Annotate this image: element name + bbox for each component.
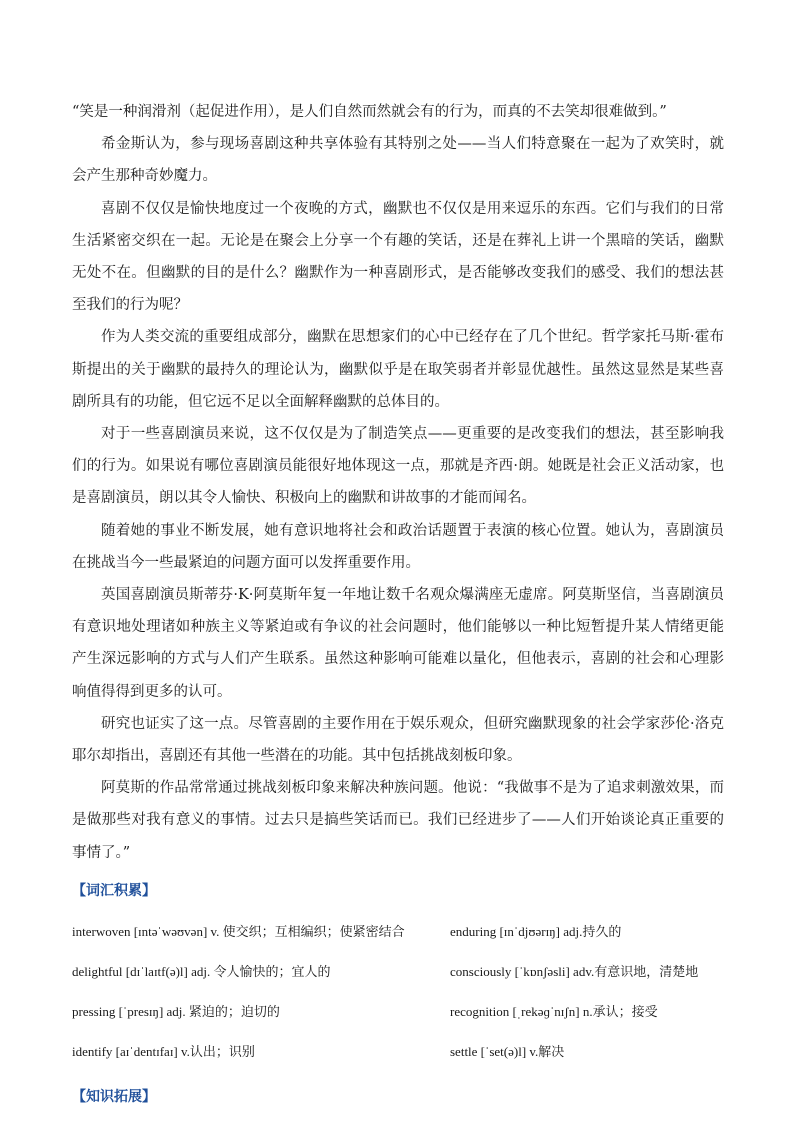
body-paragraph: 英国喜剧演员斯蒂芬·K·阿莫斯年复一年地让数千名观众爆满座无虚席。阿莫斯坚信，当喜剧演员有意识地处理诸如种族主义等紧迫或有争议的社会问题时，他们能够以一种比短暂提升某人情绪更能产生深远影响的方式与人们产生联系。虽然这种影响可能难以量化，但他表示，喜剧的社会和心理影响值得得到更多的认可。 — [72, 587, 724, 700]
vocab-item: settle [ˈset(ə)l] v.解决 — [450, 1043, 565, 1059]
body-paragraph: 对于一些喜剧演员来说，这不仅仅是为了制造笑点——更重要的是改变我们的想法，甚至影响我们的行为。如果说有哪位喜剧演员能很好地体现这一点，那就是齐西·朗。她既是社会正义活动家，也是喜剧演员，朗以其令人愉快、积极向上的幽默和讲故事的才能而闻名。 — [72, 426, 724, 507]
body-paragraph: 作为人类交流的重要组成部分，幽默在思想家们的心中已经存在了几个世纪。哲学家托马斯·霍布斯提出的关于幽默的最持久的理论认为，幽默似乎是在取笑弱者并彰显优越性。虽然这显然是某些喜剧所具有的功能，但它远不足以全面解释幽默的总体目的。 — [72, 329, 724, 410]
vocab-heading: 【词汇积累】 — [72, 882, 156, 899]
vocab-item: pressing [ˈpresɪŋ] adj. 紧迫的；迫切的 — [72, 1003, 280, 1019]
vocab-item: consciously [ˈkɒnʃəsli] adv.有意识地，清楚地 — [450, 963, 699, 979]
body-paragraph: 希金斯认为，参与现场喜剧这种共享体验有其特别之处——当人们特意聚在一起为了欢笑时，就会产生那种奇妙魔力。 — [72, 136, 724, 185]
vocab-item: recognition [ˌrekəɡˈnɪʃn] n.承认；接受 — [450, 1003, 658, 1019]
document-page — [72, 96, 724, 1107]
body-paragraph: 研究也证实了这一点。尽管喜剧的主要作用在于娱乐观众，但研究幽默现象的社会学家莎伦·洛克耶尔却指出，喜剧还有其他一些潜在的功能。其中包括挑战刻板印象。 — [72, 715, 724, 765]
vocab-item: interwoven [ɪntəˈwəʊvən] v. 使交织；互相编织；使紧密结合 — [72, 923, 405, 939]
vocab-item: identify [aɪˈdentɪfaɪ] v.认出；识别 — [72, 1043, 255, 1059]
extension-heading: 【知识拓展】 — [72, 1088, 156, 1105]
body-paragraph: 阿莫斯的作品常常通过挑战刻板印象来解决种族问题。他说：“我做事不是为了追求刺激效果，而是做那些对我有意义的事情。过去只是搞些笑话而已。我们已经进步了——人们开始谈论真正重要的事情了。” — [72, 780, 724, 861]
body-paragraph: 随着她的事业不断发展，她有意识地将社会和政治话题置于表演的核心位置。她认为，喜剧演员在挑战当今一些最紧迫的问题方面可以发挥重要作用。 — [72, 522, 724, 571]
vocab-item: enduring [ɪnˈdjʊərɪŋ] adj.持久的 — [450, 923, 622, 939]
vocab-item: delightful [dɪˈlaɪtf(ə)l] adj. 令人愉快的；宜人的 — [72, 963, 331, 979]
quote-paragraph: “笑是一种润滑剂（起促进作用），是人们自然而然就会有的行为，而真的不去笑却很难做到。” — [72, 104, 667, 120]
vocab-list — [72, 923, 724, 1061]
body-paragraph: 喜剧不仅仅是愉快地度过一个夜晚的方式，幽默也不仅仅是用来逗乐的东西。它们与我们的日常生活紧密交织在一起。无论是在聚会上分享一个有趣的笑话，还是在葬礼上讲一个黑暗的笑话，幽默无处不在。但幽默的目的是什么？幽默作为一种喜剧形式，是否能够改变我们的感受、我们的想法甚至我们的行为呢？ — [72, 200, 724, 314]
